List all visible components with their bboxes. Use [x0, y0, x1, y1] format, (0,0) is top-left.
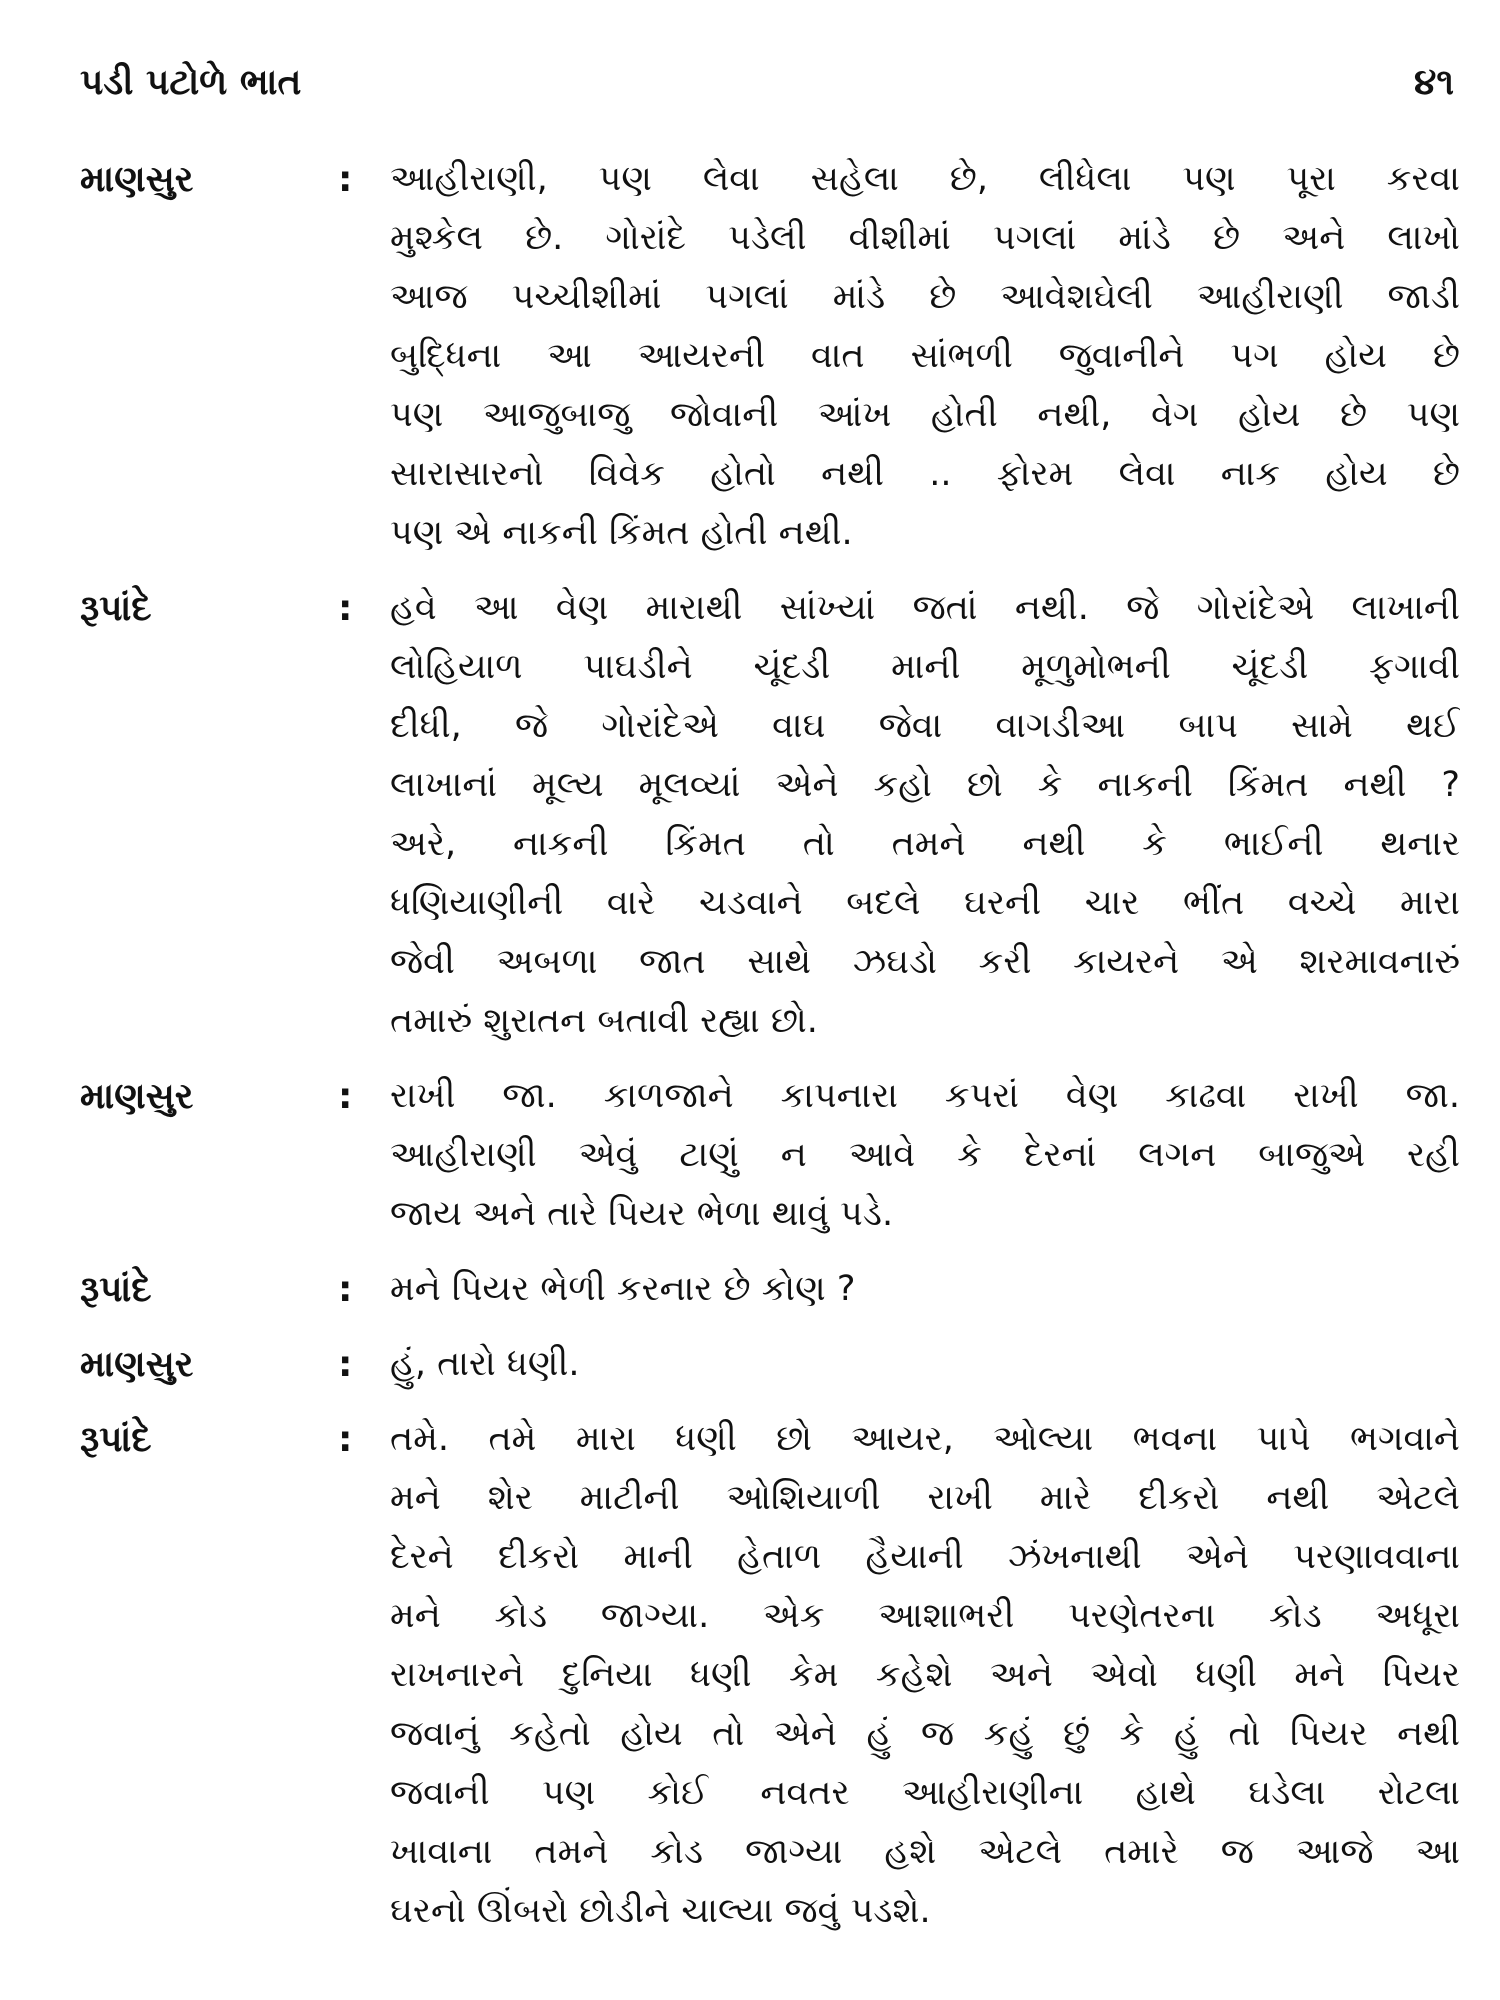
book-title: પડી પટોળે ભાત	[80, 62, 302, 103]
dialogue-entry	[80, 1260, 1460, 1319]
dialogue-entry	[80, 1335, 1460, 1394]
speech-line: બુદ્ધિના આ આયરની વાત સાંભળી જુવાનીને પગ હોય છે	[390, 336, 1460, 376]
speech-line: આહીરાણી એવું ટાણું ન આવે કે દેરનાં લગન બાજુએ રહી	[390, 1135, 1460, 1175]
speech-line: પણ એ નાકની કિંમત હોતી નથી.	[390, 513, 853, 553]
speech-line: મને શેર માટીની ઓશિયાળી રાખી મારે દીકરો નથી એટલે	[390, 1478, 1460, 1518]
speech-line: પણ આજુબાજુ જોવાની આંખ હોતી નથી, વેગ હોય છે પણ	[390, 395, 1460, 435]
speech-line: જવાનું કહેતો હોય તો એને હું જ કહું છું કે હું તો પિયર નથી	[390, 1714, 1460, 1754]
speaker-colon: :	[338, 1344, 353, 1385]
speech-line: દેરને દીકરો માની હેતાળ હૈયાની ઝંખનાથી એને પરણાવવાના	[390, 1537, 1460, 1577]
speech-text	[390, 150, 1460, 563]
speech-line: ઘરનો ઊંબરો છોડીને ચાલ્યા જવું પડશે.	[390, 1891, 931, 1931]
speaker-colon: :	[338, 1076, 353, 1117]
speaker-name: માણસુર	[80, 1344, 194, 1385]
speech-line: હવે આ વેણ મારાથી સાંખ્યાં જતાં નથી. જે ગોરાંદેએ લાખાની	[390, 588, 1460, 628]
running-header	[80, 62, 1460, 104]
speech-line: આહીરાણી, પણ લેવા સહેલા છે, લીધેલા પણ પૂરા કરવા	[390, 159, 1460, 199]
speaker-name: માણસુર	[80, 159, 194, 200]
speech-line: અરે, નાકની કિંમત તો તમને નથી કે ભાઈની થનાર	[390, 824, 1460, 864]
dialogue-body	[80, 150, 1460, 1941]
dialogue-entry	[80, 150, 1460, 563]
speech-line: સારાસારનો વિવેક હોતો નથી .. ફોરમ લેવા નાક હોય છે	[390, 454, 1460, 494]
speech-text	[390, 1335, 1460, 1394]
speech-text	[390, 1067, 1460, 1244]
speech-line: મુશ્કેલ છે. ગોરાંદે પડેલી વીશીમાં પગલાં માંડે છે અને લાખો	[390, 218, 1460, 258]
speech-line: જવાની પણ કોઈ નવતર આહીરાણીના હાથે ઘડેલા રોટલા	[390, 1773, 1460, 1813]
speech-line: લાખાનાં મૂલ્ય મૂલવ્યાં એને કહો છો કે નાકની કિંમત નથી ?	[390, 765, 1460, 805]
speaker-name: રૂપાંદે	[80, 1269, 152, 1310]
speech-line: રાખનારને દુનિયા ધણી કેમ કહેશે અને એવો ધણી મને પિયર	[390, 1655, 1460, 1695]
speech-line: મને પિયર ભેળી કરનાર છે કોણ ?	[390, 1269, 856, 1309]
speech-line: હું, તારો ધણી.	[390, 1344, 580, 1384]
dialogue-entry	[80, 1067, 1460, 1244]
speaker-colon: :	[338, 1269, 353, 1310]
speaker-colon: :	[338, 1419, 353, 1460]
speech-line: દીધી, જે ગોરાંદેએ વાઘ જેવા વાગડીઆ બાપ સામે થઈ	[390, 706, 1460, 746]
speech-line: જાય અને તારે પિયર ભેળા થાવું પડે.	[390, 1194, 894, 1234]
speech-text	[390, 579, 1460, 1051]
speaker-name: રૂપાંદે	[80, 1419, 152, 1460]
speech-line: ધણિયાણીની વારે ચડવાને બદલે ઘરની ચાર ભીંત વચ્ચે મારા	[390, 883, 1460, 923]
speech-line: તમારું શુરાતન બતાવી રહ્યા છો.	[390, 1001, 818, 1041]
speech-line: ખાવાના તમને કોડ જાગ્યા હશે એટલે તમારે જ આજે આ	[390, 1832, 1460, 1872]
speaker-colon: :	[338, 159, 353, 200]
speaker-name: માણસુર	[80, 1076, 194, 1117]
speech-text	[390, 1410, 1460, 1941]
dialogue-entry	[80, 1410, 1460, 1941]
speech-line: આજ પચ્ચીશીમાં પગલાં માંડે છે આવેશઘેલી આહીરાણી જાડી	[390, 277, 1460, 317]
speech-line: તમે. તમે મારા ધણી છો આયર, ઓલ્યા ભવના પાપે ભગવાને	[390, 1419, 1460, 1459]
speaker-colon: :	[338, 588, 353, 629]
speech-line: મને કોડ જાગ્યા. એક આશાભરી પરણેતરના કોડ અધૂરા	[390, 1596, 1460, 1636]
speech-line: લોહિયાળ પાઘડીને ચૂંદડી માની મૂળુમોભની ચૂંદડી ફગાવી	[390, 647, 1460, 687]
speech-line: જેવી અબળા જાત સાથે ઝઘડો કરી કાયરને એ શરમાવનારું	[390, 942, 1460, 982]
speaker-name: રૂપાંદે	[80, 588, 152, 629]
page-number: ૪૧	[1414, 62, 1454, 103]
speech-text	[390, 1260, 1460, 1319]
speech-line: રાખી જા. કાળજાને કાપનારા કપરાં વેણ કાઢવા રાખી જા.	[390, 1076, 1460, 1116]
dialogue-entry	[80, 579, 1460, 1051]
